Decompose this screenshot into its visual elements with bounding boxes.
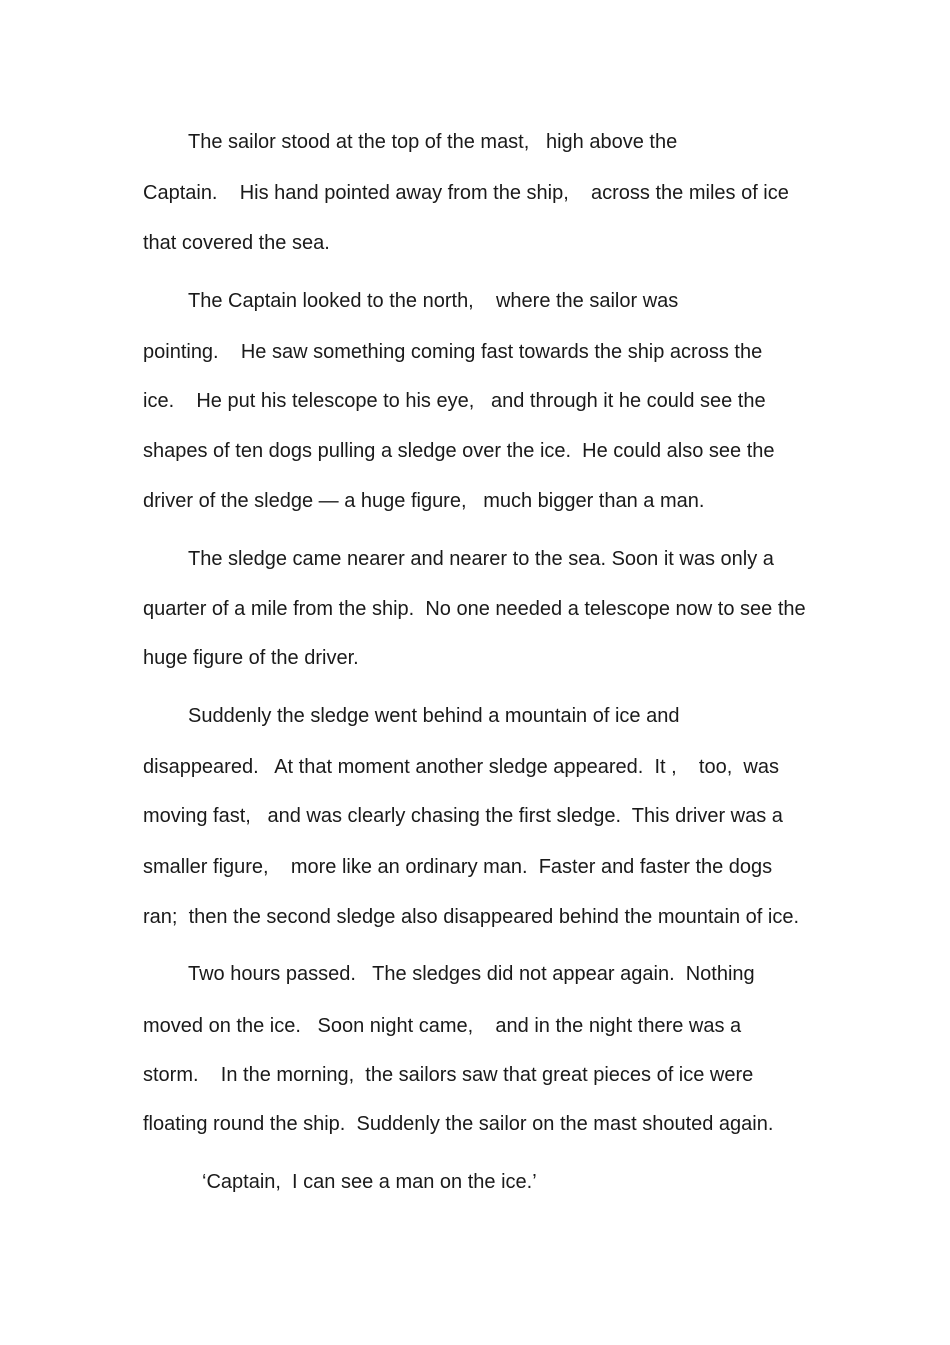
paragraph-1-line-1: The sailor stood at the top of the mast, high above the xyxy=(188,131,678,153)
paragraph-5-line-4: floating round the ship. Suddenly the sailor on the mast shouted again. xyxy=(143,1113,774,1135)
paragraph-6-quote-line: ‘Captain, I can see a man on the ice.’ xyxy=(202,1171,537,1193)
paragraph-2-line-2: pointing. He saw something coming fast towards the ship across the xyxy=(143,341,763,363)
paragraph-2-line-5: driver of the sledge — a huge figure, much bigger than a man. xyxy=(143,490,705,512)
paragraph-4-line-4: smaller figure, more like an ordinary man. Faster and faster the dogs xyxy=(143,856,773,878)
paragraph-5-line-1: Two hours passed. The sledges did not appear again. Nothing xyxy=(188,963,755,985)
paragraph-4-line-1: Suddenly the sledge went behind a mountain of ice and xyxy=(188,705,680,727)
paragraph-1-line-2: Captain. His hand pointed away from the ship, across the miles of ice xyxy=(143,182,789,204)
paragraph-1-line-3: that covered the sea. xyxy=(143,232,330,254)
paragraph-5-line-3: storm. In the morning, the sailors saw that great pieces of ice were xyxy=(143,1064,754,1086)
paragraph-3-line-3: huge figure of the driver. xyxy=(143,647,359,669)
paragraph-3-line-2: quarter of a mile from the ship. No one needed a telescope now to see the xyxy=(143,598,806,620)
paragraph-2-line-3: ice. He put his telescope to his eye, and through it he could see the xyxy=(143,390,766,412)
paragraph-2-line-4: shapes of ten dogs pulling a sledge over the ice. He could also see the xyxy=(143,440,775,462)
paragraph-4-line-2: disappeared. At that moment another sledge appeared. It , too, was xyxy=(143,756,779,778)
paragraph-4-line-5: ran; then the second sledge also disappeared behind the mountain of ice. xyxy=(143,906,800,928)
paragraph-4-line-3: moving fast, and was clearly chasing the first sledge. This driver was a xyxy=(143,805,783,827)
paragraph-2-line-1: The Captain looked to the north, where the sailor was xyxy=(188,290,679,312)
paragraph-5-line-2: moved on the ice. Soon night came, and in the night there was a xyxy=(143,1015,742,1037)
paragraph-3-line-1: The sledge came nearer and nearer to the sea. Soon it was only a xyxy=(188,548,774,570)
